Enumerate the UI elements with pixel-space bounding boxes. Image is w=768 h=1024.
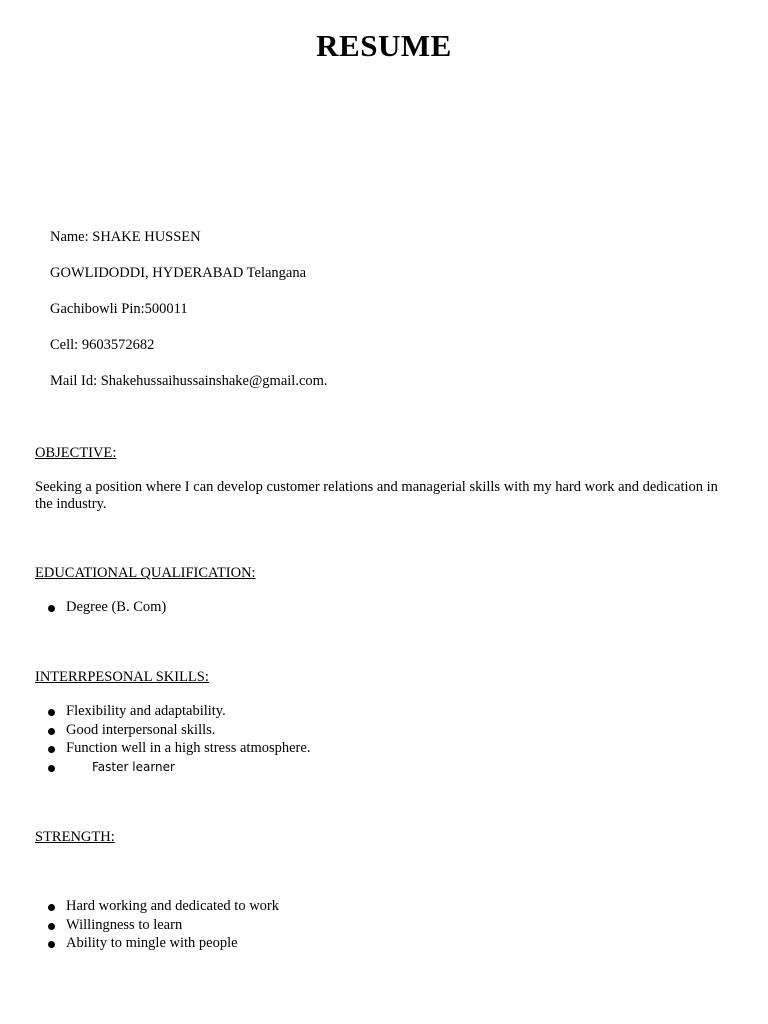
skills-heading: INTERRPESONAL SKILLS: bbox=[35, 669, 209, 685]
bullet-icon bbox=[48, 941, 55, 948]
bullet-icon bbox=[48, 923, 55, 930]
bullet-icon bbox=[48, 746, 55, 753]
bullet-icon bbox=[48, 709, 55, 716]
contact-cell: Cell: 9603572682 bbox=[50, 337, 155, 353]
list-item: Faster learner bbox=[35, 759, 310, 778]
contact-address-line-1: GOWLIDODDI, HYDERABAD Telangana bbox=[50, 265, 307, 281]
bullet-icon bbox=[48, 765, 55, 772]
bullet-icon bbox=[48, 728, 55, 735]
contact-address-line-2: Gachibowli Pin:500011 bbox=[50, 301, 188, 317]
list-item: Flexibility and adaptability. bbox=[35, 703, 310, 722]
list-item: Ability to mingle with people bbox=[35, 935, 279, 954]
education-list bbox=[35, 599, 166, 618]
bullet-icon bbox=[48, 605, 55, 612]
objective-heading: OBJECTIVE: bbox=[35, 445, 117, 461]
contact-name: Name: SHAKE HUSSEN bbox=[50, 229, 201, 245]
strength-heading: STRENGTH: bbox=[35, 829, 115, 845]
skills-list bbox=[35, 703, 310, 777]
list-item: Function well in a high stress atmosphere. bbox=[35, 740, 310, 759]
strength-list bbox=[35, 898, 279, 954]
bullet-icon bbox=[48, 904, 55, 911]
list-item: Degree (B. Com) bbox=[35, 599, 166, 618]
objective-text: Seeking a position where I can develop customer relations and managerial skills with my hard work and dedication in the industry. bbox=[35, 479, 718, 512]
contact-email: Mail Id: Shakehussaihussainshake@gmail.com. bbox=[50, 373, 328, 389]
list-item: Hard working and dedicated to work bbox=[35, 898, 279, 917]
list-item: Good interpersonal skills. bbox=[35, 722, 310, 741]
list-item: Willingness to learn bbox=[35, 917, 279, 936]
education-heading: EDUCATIONAL QUALIFICATION: bbox=[35, 565, 256, 581]
page-title: RESUME bbox=[316, 28, 452, 63]
